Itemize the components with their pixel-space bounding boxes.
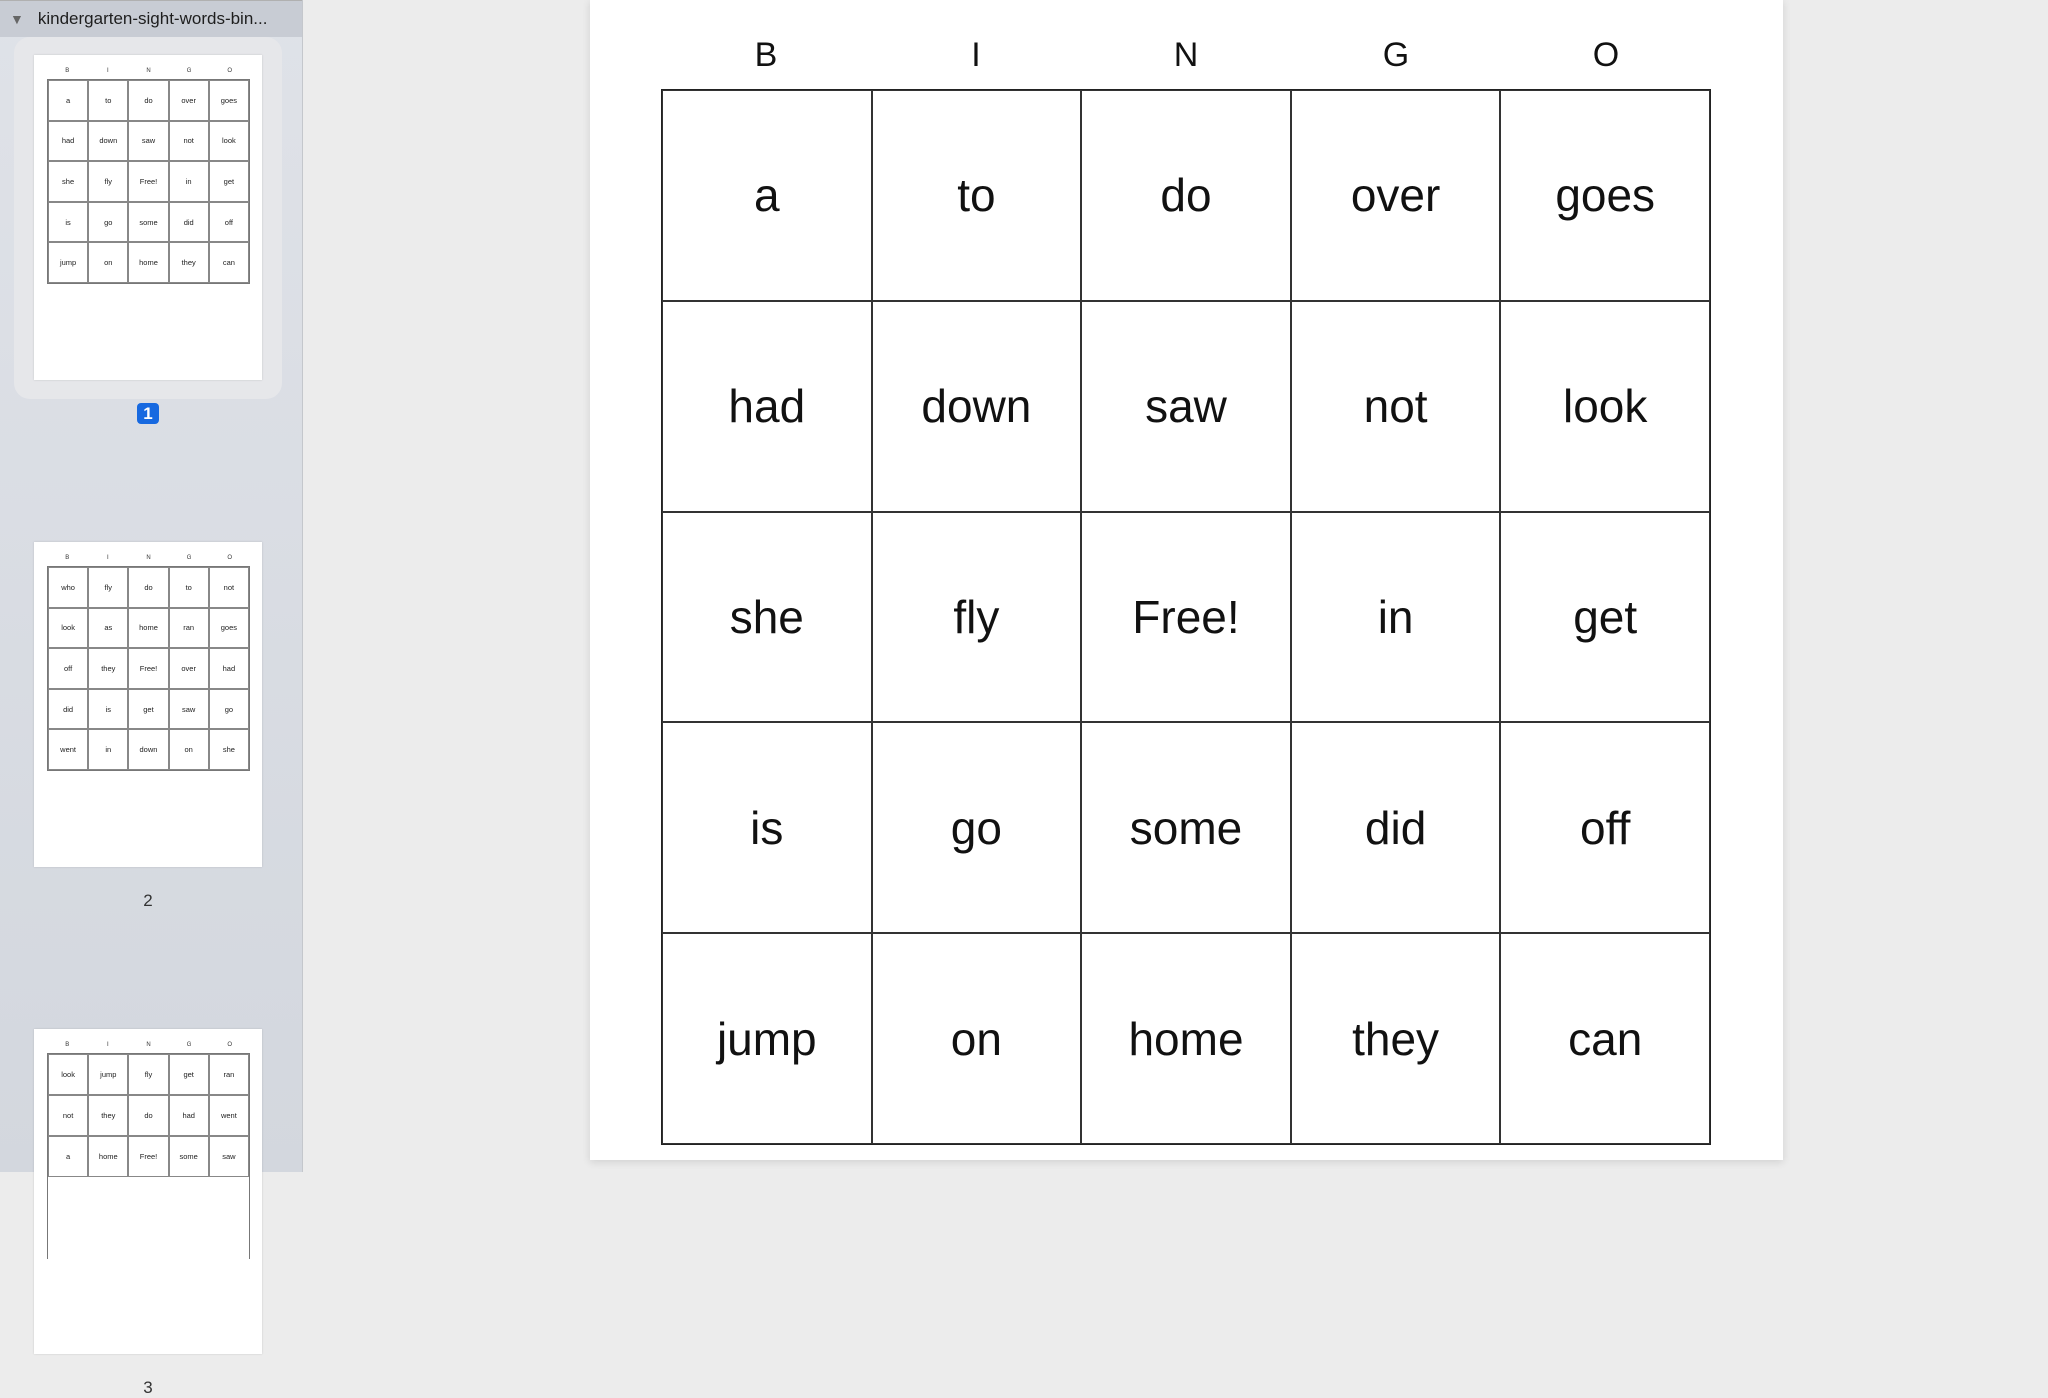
thumbnail-cell: had [48,121,88,162]
thumbnail-cell: not [48,1095,88,1136]
bingo-cell: jump [662,933,872,1144]
page-number-label [14,891,282,911]
bingo-cell: can [1500,933,1710,1144]
thumbnail-column-header: G [186,555,192,561]
thumbnail-cell: do [128,567,168,608]
thumbnail-column-header: B [65,68,70,74]
bingo-cell: to [872,90,1082,301]
column-header: G [1382,36,1410,74]
thumbnail-cell: is [48,202,88,243]
thumbnail-cell: look [209,121,249,162]
bingo-cell: had [662,301,872,512]
thumbnail-cell: some [169,1136,209,1177]
thumbnail-cell: had [209,648,249,689]
thumbnail-column-header: I [107,68,109,74]
page-number: 2 [143,891,153,910]
thumbnail-grid [47,566,250,771]
thumbnail-cell: to [88,80,128,121]
pdf-page [590,0,1783,1160]
thumbnail-cell: off [209,202,249,243]
thumbnail-cell: get [169,1054,209,1095]
bingo-cell: in [1291,512,1501,723]
bingo-cell: Free! [1081,512,1291,723]
thumbnail-column-header: O [227,555,232,561]
bingo-cell: down [872,301,1082,512]
thumbnail-cell: did [169,202,209,243]
thumbnail-cell: get [128,689,168,730]
bingo-cell: they [1291,933,1501,1144]
bingo-cell: home [1081,933,1291,1144]
thumbnail-cell: jump [48,242,88,283]
thumbnail-cell: went [48,729,88,770]
thumbnail-cell: who [48,567,88,608]
page-thumbnail-3[interactable] [14,1011,282,1397]
thumbnail-cell: Free! [128,161,168,202]
disclosure-triangle-icon[interactable]: ▼ [10,11,24,27]
thumbnail-cell: over [169,80,209,121]
thumbnail-cell: home [128,608,168,649]
thumbnail-cell: on [88,242,128,283]
bingo-cell: a [662,90,872,301]
thumbnail-header [47,1042,250,1048]
thumbnail-cell: not [169,121,209,162]
thumbnail-cell: saw [128,121,168,162]
thumbnail-column-header: N [146,68,151,74]
thumbnail-column-header: I [107,1042,109,1048]
thumbnail-column-header: I [107,555,109,561]
bingo-cell: some [1081,722,1291,933]
thumbnail-cell: do [128,80,168,121]
page-thumbnail-2[interactable] [14,524,282,910]
column-header: I [971,36,981,74]
thumbnail-cell: goes [209,80,249,121]
thumbnail-cell: in [169,161,209,202]
thumbnail-cell: in [88,729,128,770]
bingo-cell: not [1291,301,1501,512]
thumbnail-cell: can [209,242,249,283]
thumbnail-image[interactable] [34,55,262,380]
thumbnail-cell: look [48,608,88,649]
bingo-cell: goes [1500,90,1710,301]
thumbnail-cell: fly [88,161,128,202]
thumbnail-cell: not [209,567,249,608]
thumbnail-cell: a [48,80,88,121]
thumbnail-cell: went [209,1095,249,1136]
page-number-label [14,1378,282,1398]
thumbnail-image[interactable] [34,542,262,867]
thumbnail-cell: saw [209,1136,249,1177]
thumbnail-cell: she [48,161,88,202]
thumbnail-cell: had [169,1095,209,1136]
thumbnail-cell: Free! [128,648,168,689]
thumbnail-cell: they [88,1095,128,1136]
column-header: N [1173,36,1199,74]
bingo-cell: is [662,722,872,933]
thumbnail-cell: is [88,689,128,730]
bingo-cell: over [1291,90,1501,301]
bingo-cell: she [662,512,872,723]
thumbnail-cell: did [48,689,88,730]
thumbnail-column-header: G [186,68,192,74]
thumbnail-column-header: B [65,555,70,561]
thumbnail-column-header: B [65,1042,70,1048]
thumbnail-grid [47,1053,250,1259]
thumbnail-grid [47,79,250,284]
thumbnail-cell: on [169,729,209,770]
thumbnail-cell: ran [209,1054,249,1095]
thumbnail-column-header: N [146,555,151,561]
bingo-cell: go [872,722,1082,933]
thumbnail-cell: get [209,161,249,202]
page-number: 3 [143,1378,153,1397]
thumbnail-cell: go [88,202,128,243]
thumbnail-column-header: G [186,1042,192,1048]
thumbnail-cell: fly [88,567,128,608]
page-number: 1 [137,403,158,424]
bingo-cell: on [872,933,1082,1144]
thumbnail-cell: fly [128,1054,168,1095]
document-header[interactable] [0,0,302,37]
thumbnail-cell: saw [169,689,209,730]
thumbnail-cell: to [169,567,209,608]
thumbnail-cell: Free! [128,1136,168,1177]
page-number-label [14,404,282,424]
thumbnail-cell: some [128,202,168,243]
bingo-header [661,36,1711,75]
thumbnail-column-header: O [227,68,232,74]
thumbnail-cell: go [209,689,249,730]
page-thumbnail-1[interactable] [14,37,282,423]
thumbnail-sidebar [0,0,303,1397]
thumbnail-cell: she [209,729,249,770]
thumbnail-cell: look [48,1054,88,1095]
thumbnail-cell: down [88,121,128,162]
thumbnail-cell: over [169,648,209,689]
bingo-cell: saw [1081,301,1291,512]
document-title: kindergarten-sight-words-bin... [37,9,268,28]
thumbnail-header [47,555,250,561]
bingo-cell: fly [872,512,1082,723]
thumbnail-cell: home [88,1136,128,1177]
thumbnail-cell: down [128,729,168,770]
column-header: O [1592,36,1620,74]
bingo-grid [661,89,1711,1145]
bingo-cell: off [1500,722,1710,933]
thumbnail-cell: home [128,242,168,283]
thumbnail-cell: off [48,648,88,689]
thumbnail-column-header: O [227,1042,232,1048]
thumbnail-column-header: N [146,1042,151,1048]
thumbnail-cell: do [128,1095,168,1136]
thumbnail-cell: as [88,608,128,649]
thumbnail-cell: a [48,1136,88,1177]
thumbnail-cell: ran [169,608,209,649]
thumbnail-cell: goes [209,608,249,649]
thumbnail-cell: they [88,648,128,689]
bingo-cell: did [1291,722,1501,933]
thumbnail-header [47,68,250,74]
thumbnail-cell: they [169,242,209,283]
column-header: B [754,36,778,74]
bingo-cell: look [1500,301,1710,512]
thumbnail-image[interactable] [34,1029,262,1354]
bingo-cell: get [1500,512,1710,723]
thumbnail-cell: jump [88,1054,128,1095]
bingo-cell: do [1081,90,1291,301]
